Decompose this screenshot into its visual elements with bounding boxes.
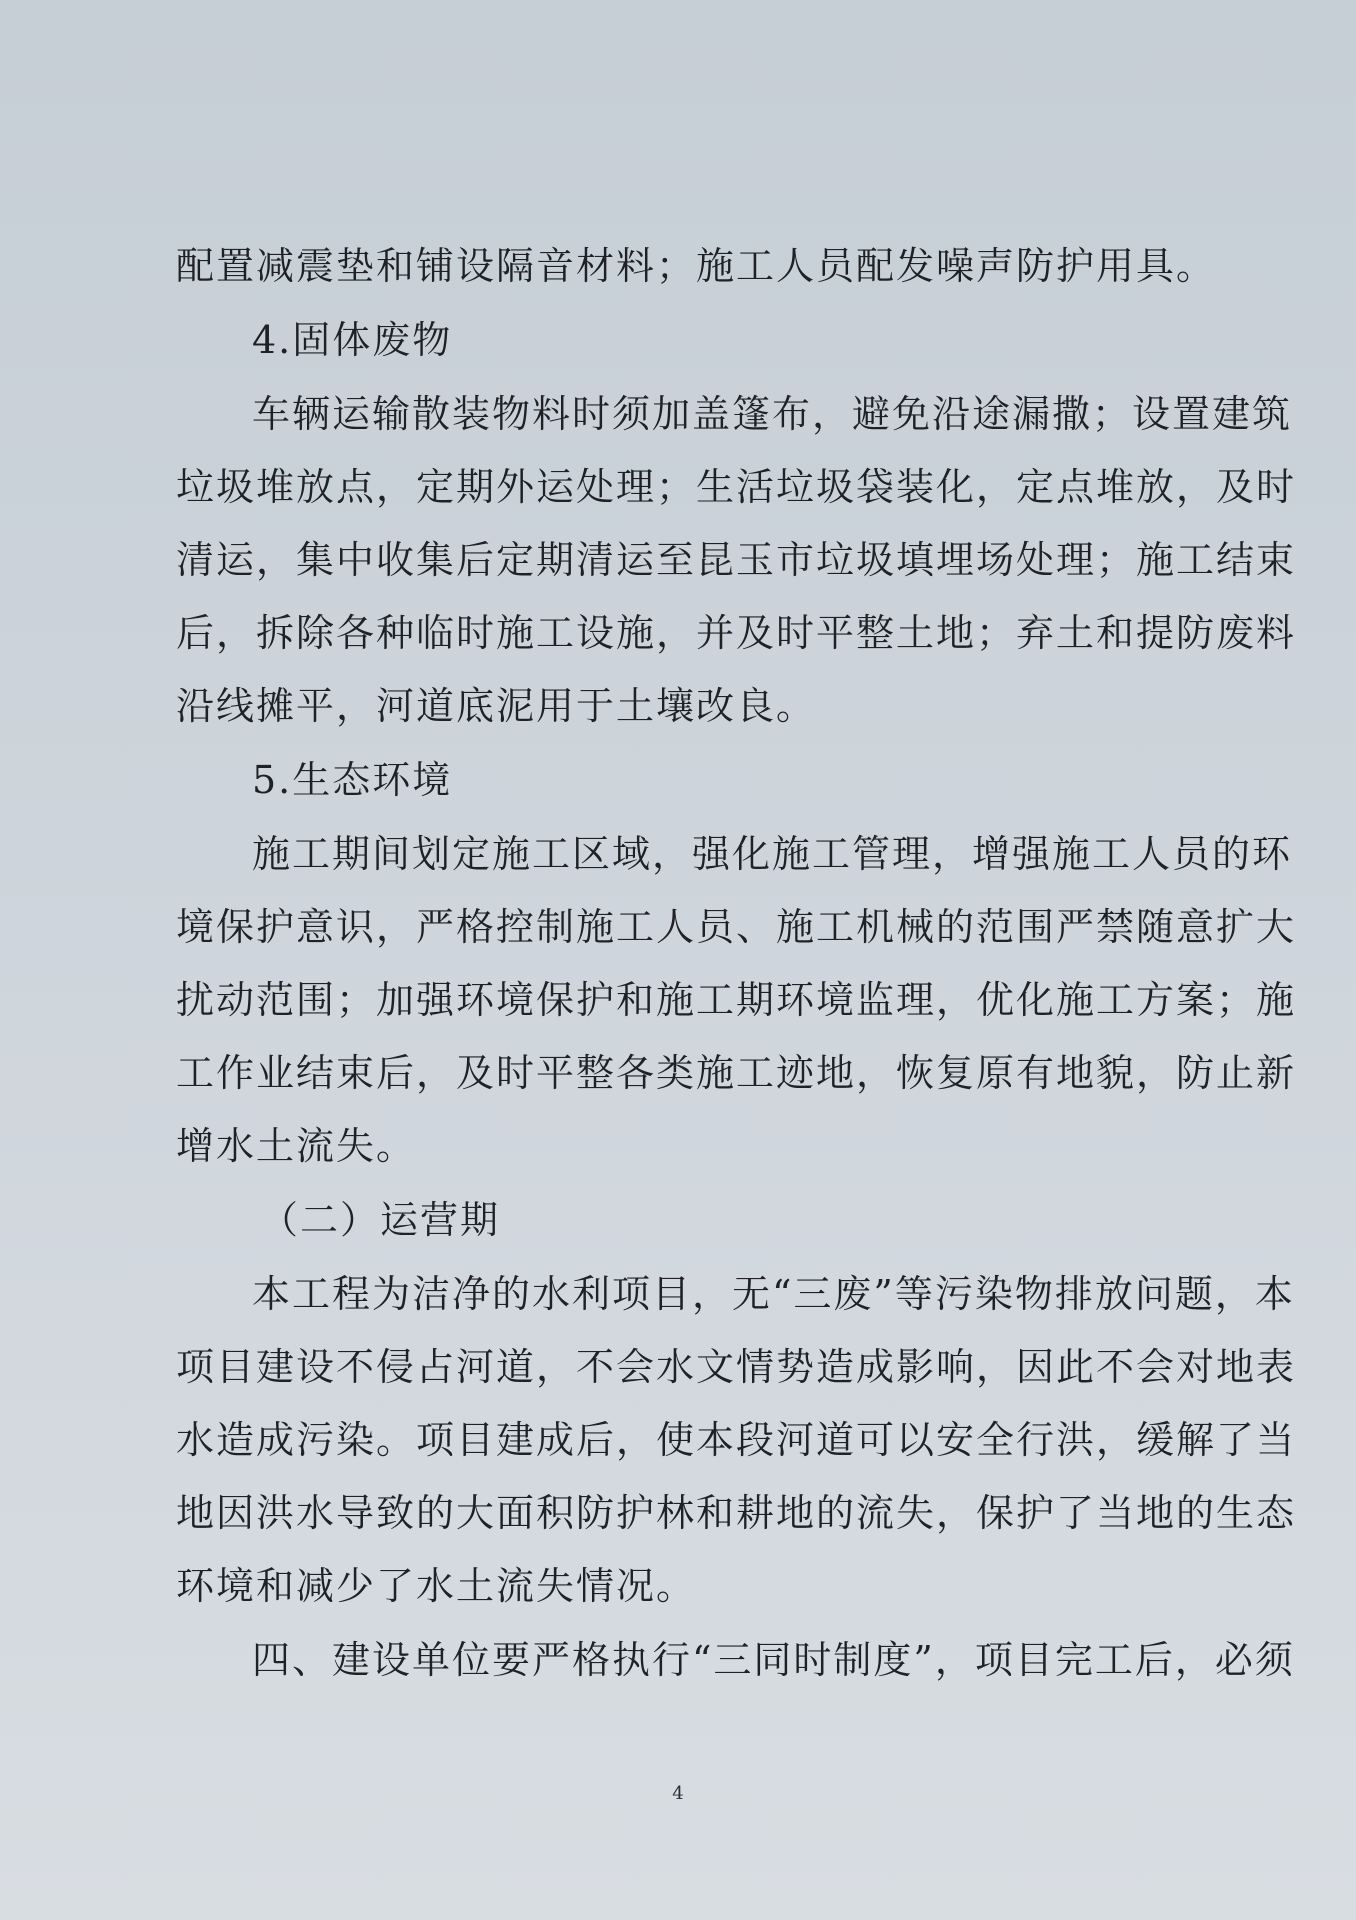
paragraph-line: 水造成污染。项目建成后，使本段河道可以安全行洪，缓解了当 — [176, 1418, 1297, 1462]
paragraph-line: 清运，集中收集后定期清运至昆玉市垃圾填埋场处理；施工结束 — [176, 538, 1297, 582]
paragraph-line: 配置减震垫和铺设隔音材料；施工人员配发噪声防护用具。 — [176, 244, 1217, 288]
paragraph-line: 后，拆除各种临时施工设施，并及时平整土地；弃土和提防废料 — [176, 611, 1297, 655]
page-number: 4 — [672, 1783, 684, 1804]
paragraph-line: 环境和减少了水土流失情况。 — [176, 1564, 697, 1608]
section-heading-ecology: 5.生态环境 — [252, 758, 453, 802]
paragraph-line: 车辆运输散装物料时须加盖篷布，避免沿途漏撒；设置建筑 — [252, 392, 1293, 436]
paragraph-line: 境保护意识，严格控制施工人员、施工机械的范围严禁随意扩大 — [176, 905, 1297, 949]
paragraph-line: 垃圾堆放点，定期外运处理；生活垃圾袋装化，定点堆放，及时 — [176, 465, 1297, 509]
paragraph-line: 增水土流失。 — [176, 1124, 417, 1168]
paragraph-line: 工作业结束后，及时平整各类施工迹地，恢复原有地貌，防止新 — [176, 1051, 1297, 1095]
paragraph-line: 扰动范围；加强环境保护和施工期环境监理，优化施工方案；施 — [176, 978, 1297, 1022]
section-heading-operation: （二）运营期 — [260, 1198, 501, 1242]
paragraph-line: 本工程为洁净的水利项目，无“三废”等污染物排放问题，本 — [252, 1272, 1295, 1316]
paragraph-line: 地因洪水导致的大面积防护林和耕地的流失，保护了当地的生态 — [176, 1491, 1297, 1535]
section-heading-solid-waste: 4.固体废物 — [252, 318, 453, 362]
paragraph-line: 项目建设不侵占河道，不会水文情势造成影响，因此不会对地表 — [176, 1345, 1297, 1389]
paragraph-line: 施工期间划定施工区域，强化施工管理，增强施工人员的环 — [252, 832, 1293, 876]
paragraph-line: 四、建设单位要严格执行“三同时制度”，项目完工后，必须 — [252, 1638, 1295, 1682]
paragraph-line: 沿线摊平，河道底泥用于土壤改良。 — [176, 684, 817, 728]
